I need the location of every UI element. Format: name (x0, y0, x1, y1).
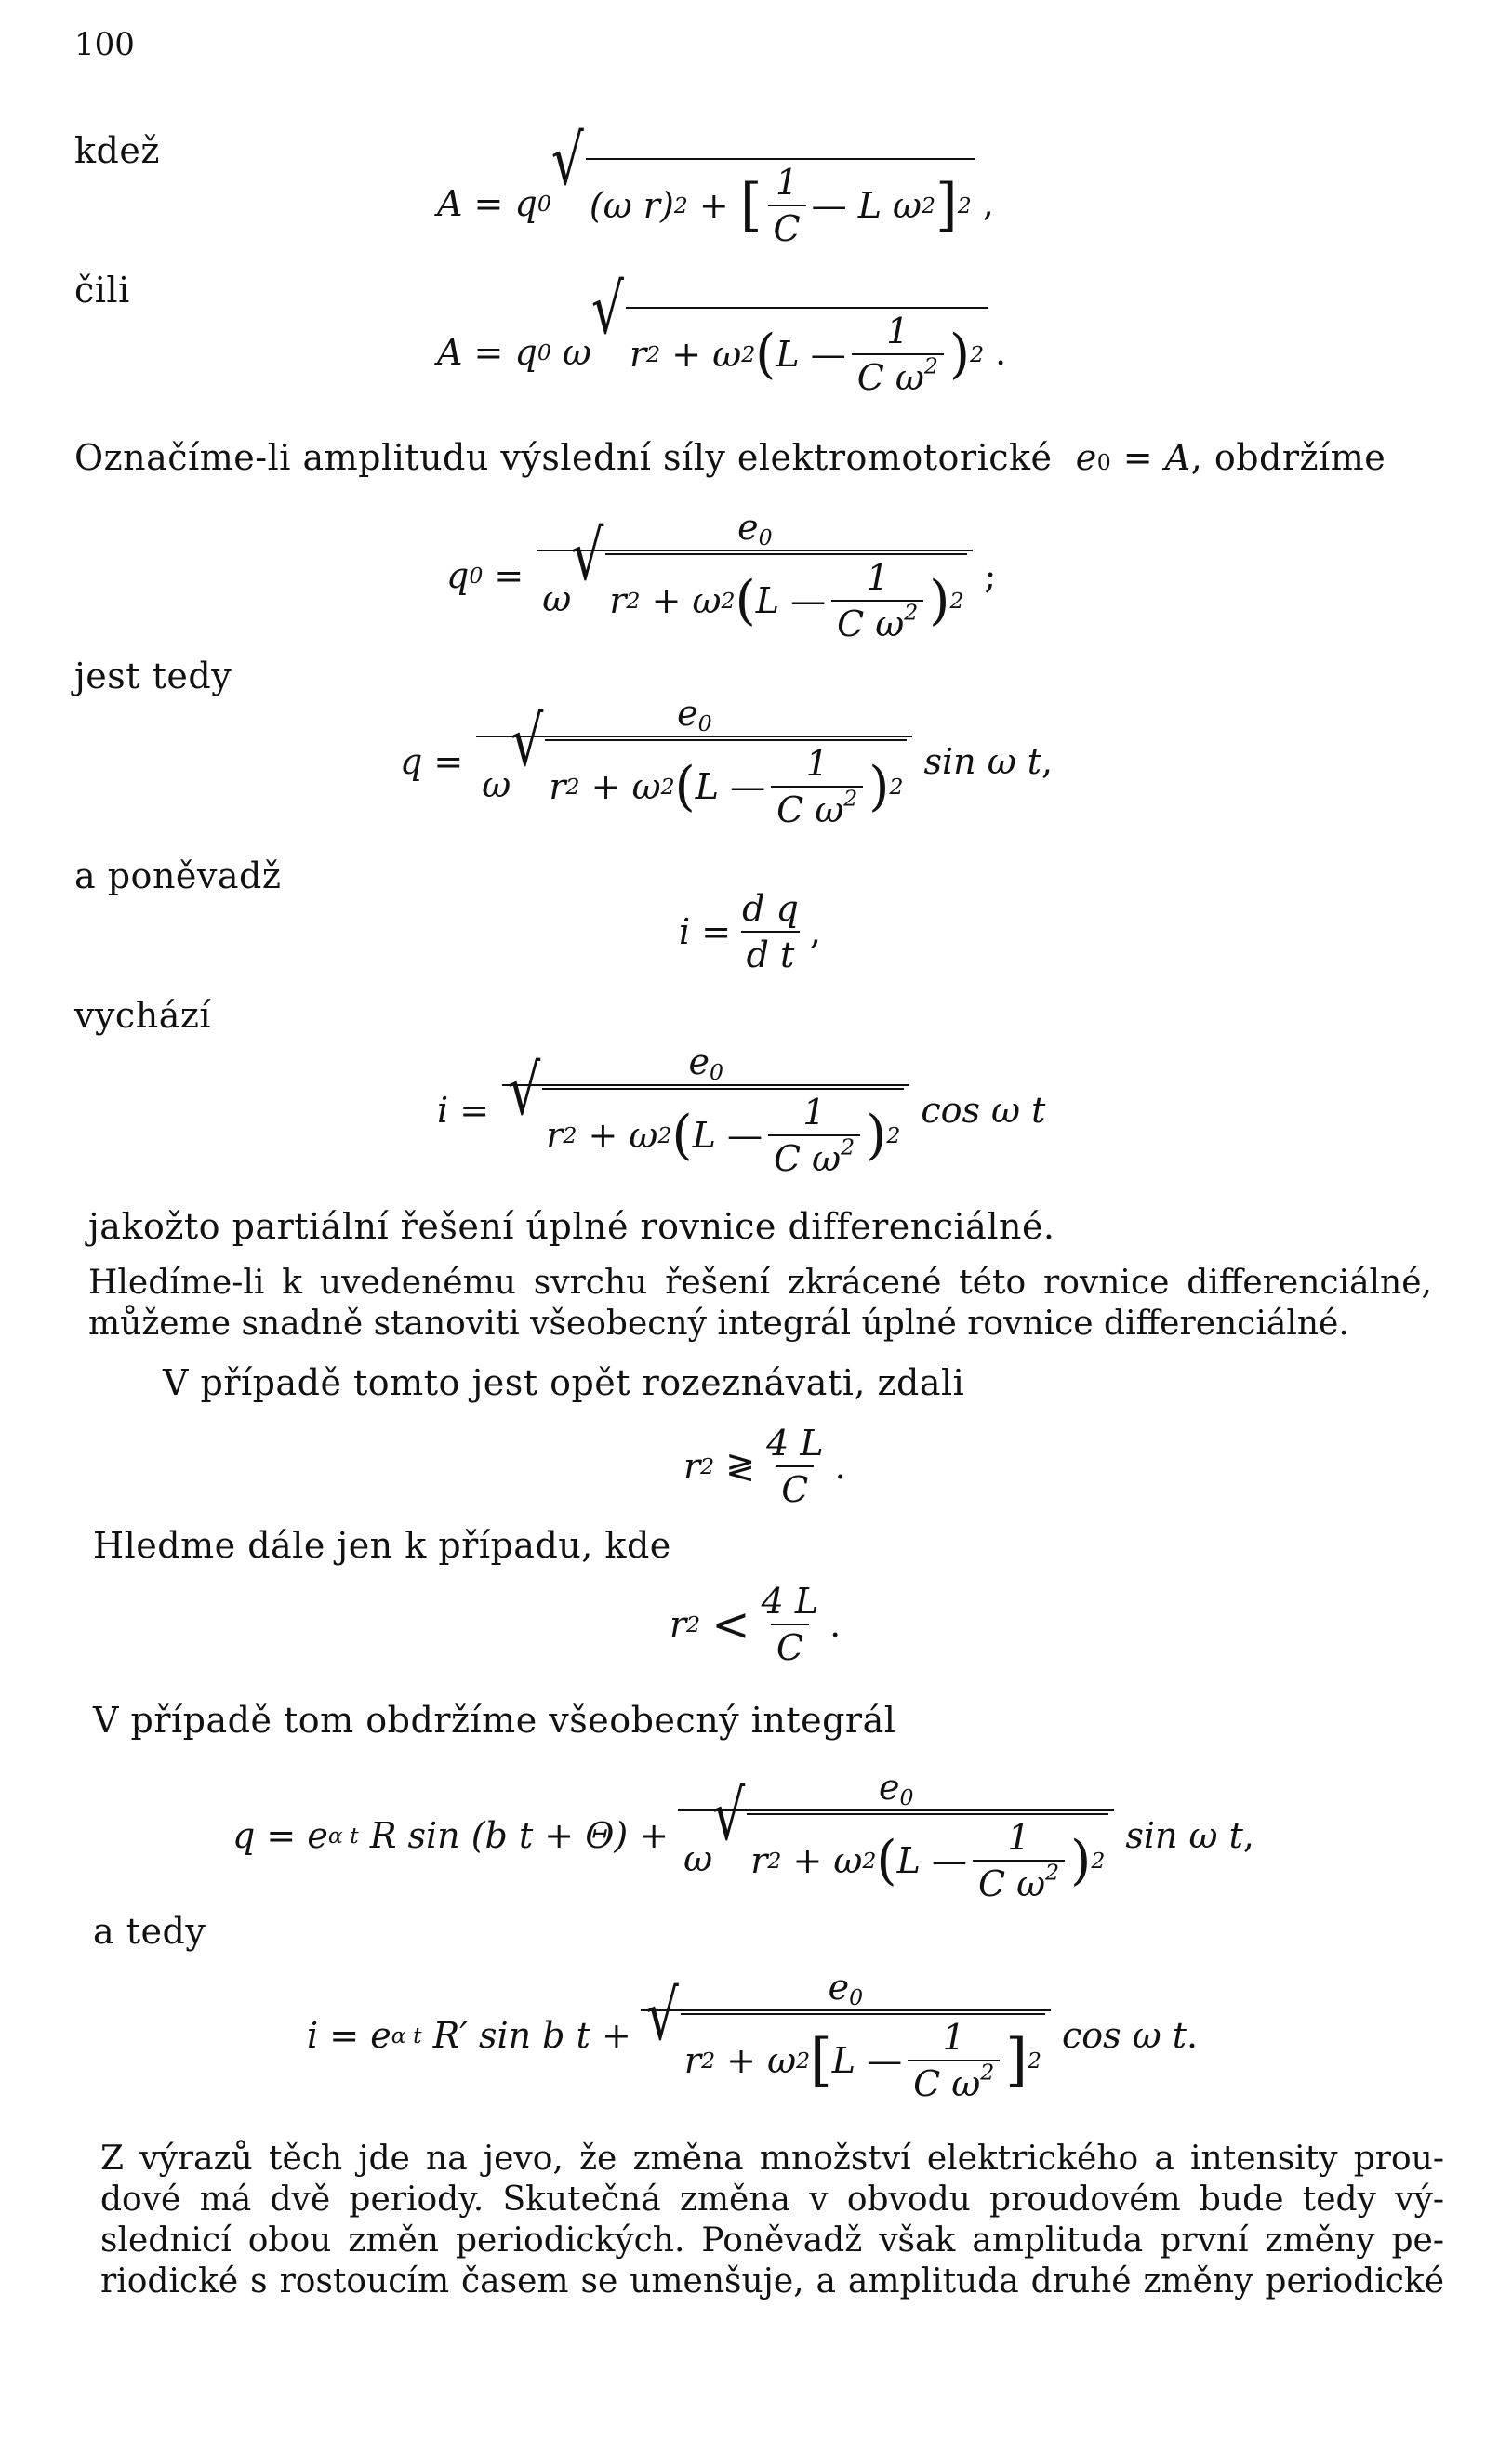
equation-condition-2: r 2 < $\frac{4 L}{C}$ . (670, 1581, 842, 1668)
text-oznacime: Označíme-li amplitudu výslední síly elektromotorické e 0 = A , obdržíme (74, 437, 1386, 478)
equation-condition-1: r 2 ≷ $\frac{4 L}{C}$ . (683, 1423, 846, 1510)
label-vychazi: vychází (74, 995, 212, 1036)
text-hledime-1: Hledíme-li k uvedenému svrchu řešení zkrácené této rovnice differenciálné, (88, 1264, 1432, 1302)
sqrt-1: √ (ω r) 2 + [ $\frac{1}{C}$ — L ω 2 ] 2 (551, 158, 975, 249)
equation-general-q: q = e α t R sin (b t + Θ) + $e_0$ ω √ r 2 + ω 2 ( L — $\frac{1}{C \omega^2}$ ) 2 sin ω t , (232, 1767, 1254, 1904)
equation-amplitude-1: A = q 0 √ (ω r) 2 + [ $\frac{1}{C}$ — L ω 2 ] 2 , (437, 119, 994, 249)
label-kdez: kdež (74, 130, 160, 171)
text-vpripade: V případě tomto jest opět rozeznávati, zdali (163, 1362, 965, 1403)
label-a-ponevadz: a poněvadž (74, 855, 282, 896)
equation-i: i = $e_0$ √ r 2 + ω 2 ( L — $\frac{1}{C \omega^2}$ ) 2 cos ω t (437, 1041, 1046, 1179)
equation-q: q = $e_0$ ω √ r 2 + ω 2 ( L — $\frac{1}{C \omega^2}$ ) 2 sin ω t , (400, 693, 1054, 830)
label-cili: čili (74, 270, 130, 311)
label-a-tedy: a tedy (93, 1911, 206, 1952)
text-final-1: Z výrazů těch jde na jevo, že změna množství elektrického a intensity prou- (100, 2140, 1444, 2178)
text-final-3: slednicí obou změn periodických. Poněvadž však amplituda první změny pe- (100, 2221, 1444, 2260)
page-number: 100 (74, 26, 135, 63)
text-vpripade-tom: V případě tom obdržíme všeobecný integrál (93, 1700, 896, 1741)
equation-general-i: i = e α t R′ sin b t + $e_0$ √ r 2 + ω 2 [ L — $\frac{1}{C \omega^2}$ ] 2 cos ω t . (307, 1967, 1199, 2104)
label-hledme: Hledme dále jen k případu, kde (93, 1525, 671, 1566)
equation-amplitude-2: A = q 0 ω √ r 2 + ω 2 ( L — $\frac{1}{C \omega^2}$ ) 2 . (437, 268, 1007, 398)
equation-i-derivative: i = $\frac{\text{d q}}{\text{d t}}$ , (679, 888, 821, 975)
equation-q0: q 0 = $e_0$ ω √ r 2 + ω 2 ( L — $\frac{1}{C \omega^2}$ ) 2 ; (446, 507, 997, 644)
text-hledime-2: můžeme snadně stanoviti všeobecný integrál úplné rovnice differenciálné. (88, 1305, 1349, 1343)
text-final-4: riodické s rostoucím časem se umenšuje, a amplituda druhé změny periodické (100, 2262, 1444, 2300)
label-jest-tedy: jest tedy (74, 656, 232, 696)
text-partialni: jakožto partiální řešení úplné rovnice differenciálné. (88, 1206, 1055, 1247)
text-final-2: dové má dvě periody. Skutečná změna v obvodu proudovém bude tedy vý- (100, 2181, 1444, 2219)
